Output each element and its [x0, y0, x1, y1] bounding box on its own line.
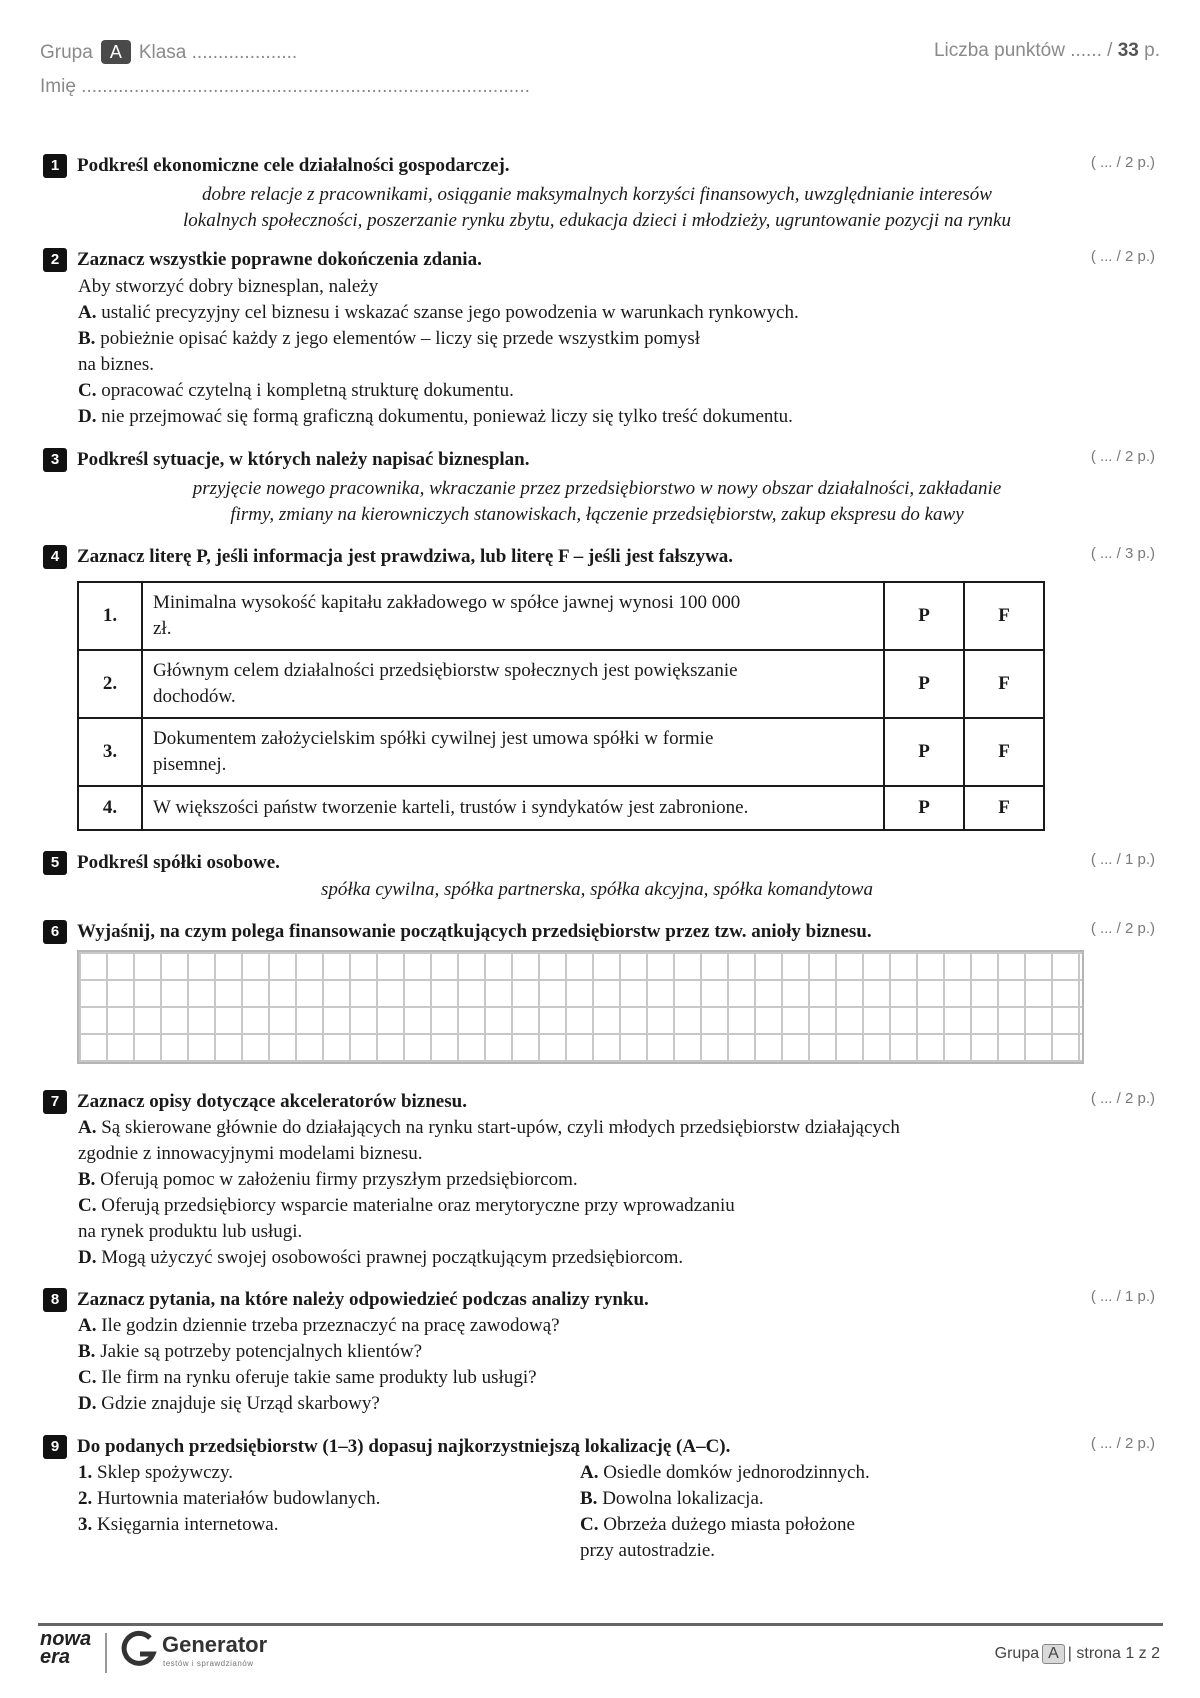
generator-logo-text: Generator — [162, 1632, 268, 1657]
word-list-line[interactable]: firmy, zmiany na kierowniczych stanowiskach, łączenie przedsiębiorstw, zakup ekspresu do kawy — [230, 504, 964, 525]
task-number: 8 — [43, 1288, 67, 1312]
task-points: ( ... / 2 p.) — [1090, 1435, 1155, 1452]
task-number: 6 — [43, 920, 67, 944]
company-1: 1. Sklep spożywczy. — [78, 1462, 233, 1483]
nowa-era-logo: nowa era — [40, 1628, 92, 1668]
company-2: 2. Hurtownia materiałów budowlanych. — [78, 1488, 381, 1509]
option-d[interactable]: D. nie przejmować się formą graficzną dokumentu, ponieważ liczy się tylko treść dokumentu. — [78, 406, 793, 427]
option-b[interactable]: B. Oferują pomoc w założeniu firmy przyszłym przedsiębiorcom. — [78, 1169, 578, 1190]
option-d[interactable]: D. Gdzie znajduje się Urząd skarbowy? — [78, 1393, 380, 1414]
word-list-line[interactable]: lokalnych społeczności, poszerzanie rynku zbytu, edukacja dzieci i młodzieży, ugruntowanie pozycji na rynku — [183, 210, 1011, 231]
task-points: ( ... / 2 p.) — [1090, 1090, 1155, 1107]
task-title: Zaznacz literę P, jeśli informacja jest prawdziwa, lub literę F – jeśli jest fałszywa. — [77, 546, 734, 567]
task-points: ( ... / 2 p.) — [1090, 448, 1155, 465]
table-row: 4. W większości państw tworzenie karteli, trustów i syndykatów jest zabronione. P F — [78, 786, 1044, 830]
task-points: ( ... / 1 p.) — [1090, 851, 1155, 868]
location-c: C. Obrzeża dużego miasta położone — [580, 1514, 855, 1535]
task-points: ( ... / 2 p.) — [1090, 154, 1155, 171]
option-b[interactable]: B. pobieżnie opisać każdy z jego elementów – liczy się przede wszystkim pomysł — [78, 328, 701, 349]
company-3: 3. Księgarnia internetowa. — [78, 1514, 279, 1535]
footer-page-info: Grupa A | strona 1 z 2 — [994, 1645, 1160, 1662]
option-c[interactable]: C. Ile firm na rynku oferuje takie same produkty lub usługi? — [78, 1367, 537, 1388]
generator-logo-icon — [120, 1630, 158, 1670]
option-a[interactable]: A. ustalić precyzyjny cel biznesu i wskazać szanse jego powodzenia w warunkach rynkowych. — [78, 302, 799, 323]
task-title: Zaznacz pytania, na które należy odpowiedzieć podczas analizy rynku. — [77, 1289, 649, 1310]
generator-subtitle: testów i sprawdzianów — [163, 1659, 254, 1668]
task-title: Podkreśl ekonomiczne cele działalności gospodarczej. — [77, 155, 510, 176]
task-points: ( ... / 2 p.) — [1090, 920, 1155, 937]
task-title: Zaznacz opisy dotyczące akceleratorów biznesu. — [77, 1091, 467, 1112]
word-list-line[interactable]: dobre relacje z pracownikami, osiąganie maksymalnych korzyści finansowych, uwzględnianie interesów — [202, 184, 992, 205]
points-total: 33 — [1117, 40, 1139, 61]
points-summary: Liczba punktów ...... / 33 p. — [933, 40, 1160, 61]
task-points: ( ... / 3 p.) — [1090, 545, 1155, 562]
option-c[interactable]: C. Oferują przedsiębiorcy wsparcie materialne oraz merytoryczne przy wprowadzaniu — [78, 1195, 735, 1216]
header-group — [40, 40, 297, 64]
answer-f[interactable]: F — [964, 650, 1044, 718]
task-number: 4 — [43, 545, 67, 569]
task-title: Podkreśl sytuacje, w których należy napisać biznesplan. — [77, 449, 530, 470]
answer-p[interactable]: P — [884, 786, 964, 830]
option-d[interactable]: D. Mogą użyczyć swojej osobowości prawnej początkującym przedsiębiorcom. — [78, 1247, 684, 1268]
location-a: A. Osiedle domków jednorodzinnych. — [580, 1462, 870, 1483]
option-a-cont: zgodnie z innowacyjnymi modelami biznesu. — [78, 1143, 423, 1164]
group-label: Grupa — [40, 42, 93, 63]
option-c[interactable]: C. opracować czytelną i kompletną strukturę dokumentu. — [78, 380, 514, 401]
footer-group-badge: A — [1042, 1644, 1065, 1664]
answer-p[interactable]: P — [884, 718, 964, 786]
table-row: 2. Głównym celem działalności przedsiębiorstw społecznych jest powiększanie dochodów. P F — [78, 650, 1044, 718]
option-c-cont: na rynek produktu lub usługi. — [78, 1221, 303, 1242]
option-b[interactable]: B. Jakie są potrzeby potencjalnych klientów? — [78, 1341, 423, 1362]
true-false-table — [77, 581, 1045, 831]
task-number: 9 — [43, 1435, 67, 1459]
task-points: ( ... / 1 p.) — [1090, 1288, 1155, 1305]
task-title: Do podanych przedsiębiorstw (1–3) dopasuj najkorzystniejszą lokalizację (A–C). — [77, 1436, 731, 1457]
name-field: Imię ..................................................................................... — [40, 76, 530, 97]
location-c-cont: przy autostradzie. — [580, 1540, 716, 1561]
option-b-cont: na biznes. — [78, 354, 154, 375]
answer-f[interactable]: F — [964, 582, 1044, 650]
answer-f[interactable]: F — [964, 718, 1044, 786]
answer-grid[interactable] — [77, 950, 1084, 1064]
word-list-line[interactable]: przyjęcie nowego pracownika, wkraczanie przez przedsiębiorstwo w nowy obszar działalności, zakładanie — [192, 478, 1002, 499]
task-title: Podkreśl spółki osobowe. — [77, 852, 280, 873]
answer-p[interactable]: P — [884, 650, 964, 718]
group-badge: A — [101, 40, 131, 64]
class-field: Klasa .................... — [138, 42, 298, 63]
word-list-line[interactable]: spółka cywilna, spółka partnerska, spółka akcyjna, spółka komandytowa — [321, 879, 873, 900]
task-title: Zaznacz wszystkie poprawne dokończenia zdania. — [77, 249, 482, 270]
logo-separator — [105, 1633, 107, 1673]
table-row: 3. Dokumentem założycielskim spółki cywilnej jest umowa spółki w formie pisemnej. P F — [78, 718, 1044, 786]
task-number: 3 — [43, 448, 67, 472]
task-intro: Aby stworzyć dobry biznesplan, należy — [78, 276, 379, 297]
task-title: Wyjaśnij, na czym polega finansowanie początkujących przedsiębiorstw przez tzw. anioły biznesu. — [77, 921, 872, 942]
task-number: 5 — [43, 851, 67, 875]
task-number: 2 — [43, 248, 67, 272]
table-row: 1. Minimalna wysokość kapitału zakładowego w spółce jawnej wynosi 100 000 zł. P F — [78, 582, 1044, 650]
location-b: B. Dowolna lokalizacja. — [580, 1488, 764, 1509]
option-a[interactable]: A. Ile godzin dziennie trzeba przeznaczyć na pracę zawodową? — [78, 1315, 560, 1336]
footer-divider — [38, 1623, 1163, 1626]
answer-f[interactable]: F — [964, 786, 1044, 830]
answer-p[interactable]: P — [884, 582, 964, 650]
task-number: 7 — [43, 1090, 67, 1114]
option-a[interactable]: A. Są skierowane głównie do działających na rynku start-upów, czyli młodych przedsiębiorstw działających — [78, 1117, 900, 1138]
task-number: 1 — [43, 154, 67, 178]
task-points: ( ... / 2 p.) — [1090, 248, 1155, 265]
